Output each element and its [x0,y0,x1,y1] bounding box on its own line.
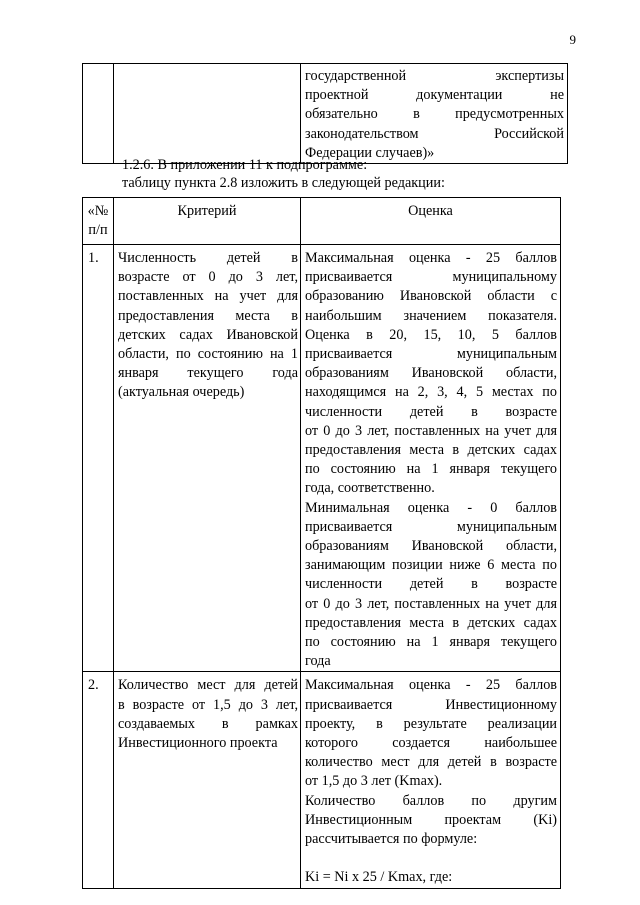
text-line: присваивается муниципальным [305,518,557,535]
text-line: создаваемых в рамках [118,715,298,732]
table-row [83,245,561,672]
text-line: Федерации случаев)» [305,144,435,161]
page-number: 9 [569,32,576,47]
table-row [83,672,561,888]
text-line: образованию Ивановской области с [305,288,557,305]
text-line: от 1,5 до 3 лет (Kmax). [305,773,443,790]
text-line: от 0 до 3 лет, поставленных на учет для [305,422,557,439]
continuation-num-cell [83,64,114,164]
header-num-line: «№ [87,203,109,219]
spacer [305,849,557,868]
text-line: Максимальная оценка - 25 баллов [305,250,557,266]
row-score-cell [301,672,561,888]
text-line: года, соответственно. [305,480,435,497]
row-num-cell [83,672,114,888]
row-criterion-cell [114,672,301,888]
text-line: Количество баллов по другим [305,792,557,809]
text-line: по состоянию на 1 января текущего [305,634,557,651]
text-line: Оценка в 20, 15, 10, 5 баллов [305,326,557,343]
amendment-line-2: таблицу пункта 2.8 изложить в следующей редакции: [122,175,445,191]
text-line: января текущего года [118,365,298,382]
text-line: государственной экспертизы [305,68,564,84]
text-line: Инвестиционного проекта [118,735,278,752]
row-criterion-text [118,672,298,753]
text-line: по состоянию на 1 января текущего [305,461,557,478]
text-line: Минимальная оценка - 0 баллов [305,499,557,516]
text-line: предоставления места в детских садах [305,614,557,631]
table-header-row [83,198,561,245]
text-line: численности детей в возрасте [305,403,557,420]
criteria-table [82,197,561,889]
row-num: 2. [88,677,99,694]
text-line: (актуальная очередь) [118,384,245,401]
text-line: присваивается Инвестиционному [305,696,557,713]
text-line: которого создается наибольшее [305,735,557,752]
header-criterion-cell [114,198,301,245]
text-line: детских садах Ивановской [118,326,298,343]
text-line: области, по состоянию на 1 [118,346,298,363]
header-criterion: Критерий [177,203,237,219]
text-line: образованиям Ивановской области, [305,365,557,382]
text-line: Численность детей в [118,250,298,266]
row-criterion-text [118,245,298,403]
text-line: года [305,653,331,670]
text-line: возрасте от 0 до 3 лет, [118,269,298,286]
amendment-line-1: 1.2.6. В приложении 11 к подпрограмме: [122,157,368,173]
row-num: 1. [88,250,99,266]
formula: Ki = Ni x 25 / Kmax, где: [305,869,453,886]
text-line: проектной документации не [305,87,564,104]
continuation-table [82,63,568,164]
text-line: обязательно в предусмотренных [305,106,564,123]
continuation-score-text [305,64,564,163]
text-line: количество мест для детей в возрасте [305,754,557,771]
header-score-cell [301,198,561,245]
text-line: занимающим позиции ниже 6 места по [305,557,557,574]
text-line: образованиям Ивановской области, [305,538,557,555]
text-line: законодательством Российской [305,125,564,142]
text-line: от 0 до 3 лет, поставленных на учет для [305,595,557,612]
text-line: предоставления места в [118,307,298,324]
text-line: проекту, в результате реализации [305,715,557,732]
text-line: присваивается муниципальному [305,269,557,286]
text-line: предоставления места в детских садах [305,442,557,459]
continuation-score-cell [301,64,568,164]
text-line: в возрасте от 1,5 до 3 лет, [118,696,298,713]
row-score-text [305,672,557,887]
text-line: наибольшим значением показателя. [305,307,557,324]
text-line: Максимальная оценка - 25 баллов [305,677,557,694]
header-num-cell [83,198,114,245]
header-num-line: п/п [88,222,108,238]
row-num-cell [83,245,114,672]
row-score-text [305,245,557,671]
text-line: Количество мест для детей [118,677,298,694]
header-score: Оценка [408,203,453,219]
text-line: находящимся на 2, 3, 4, 5 местах по [305,384,557,401]
text-line: численности детей в возрасте [305,576,557,593]
text-line: присваивается муниципальным [305,346,557,363]
continuation-criterion-cell [114,64,301,164]
row-score-cell [301,245,561,672]
row-criterion-cell [114,245,301,672]
text-line: рассчитывается по формуле: [305,831,478,848]
text-line: поставленных на учет для [118,288,298,305]
text-line: Инвестиционным проектам (Ki) [305,811,557,828]
